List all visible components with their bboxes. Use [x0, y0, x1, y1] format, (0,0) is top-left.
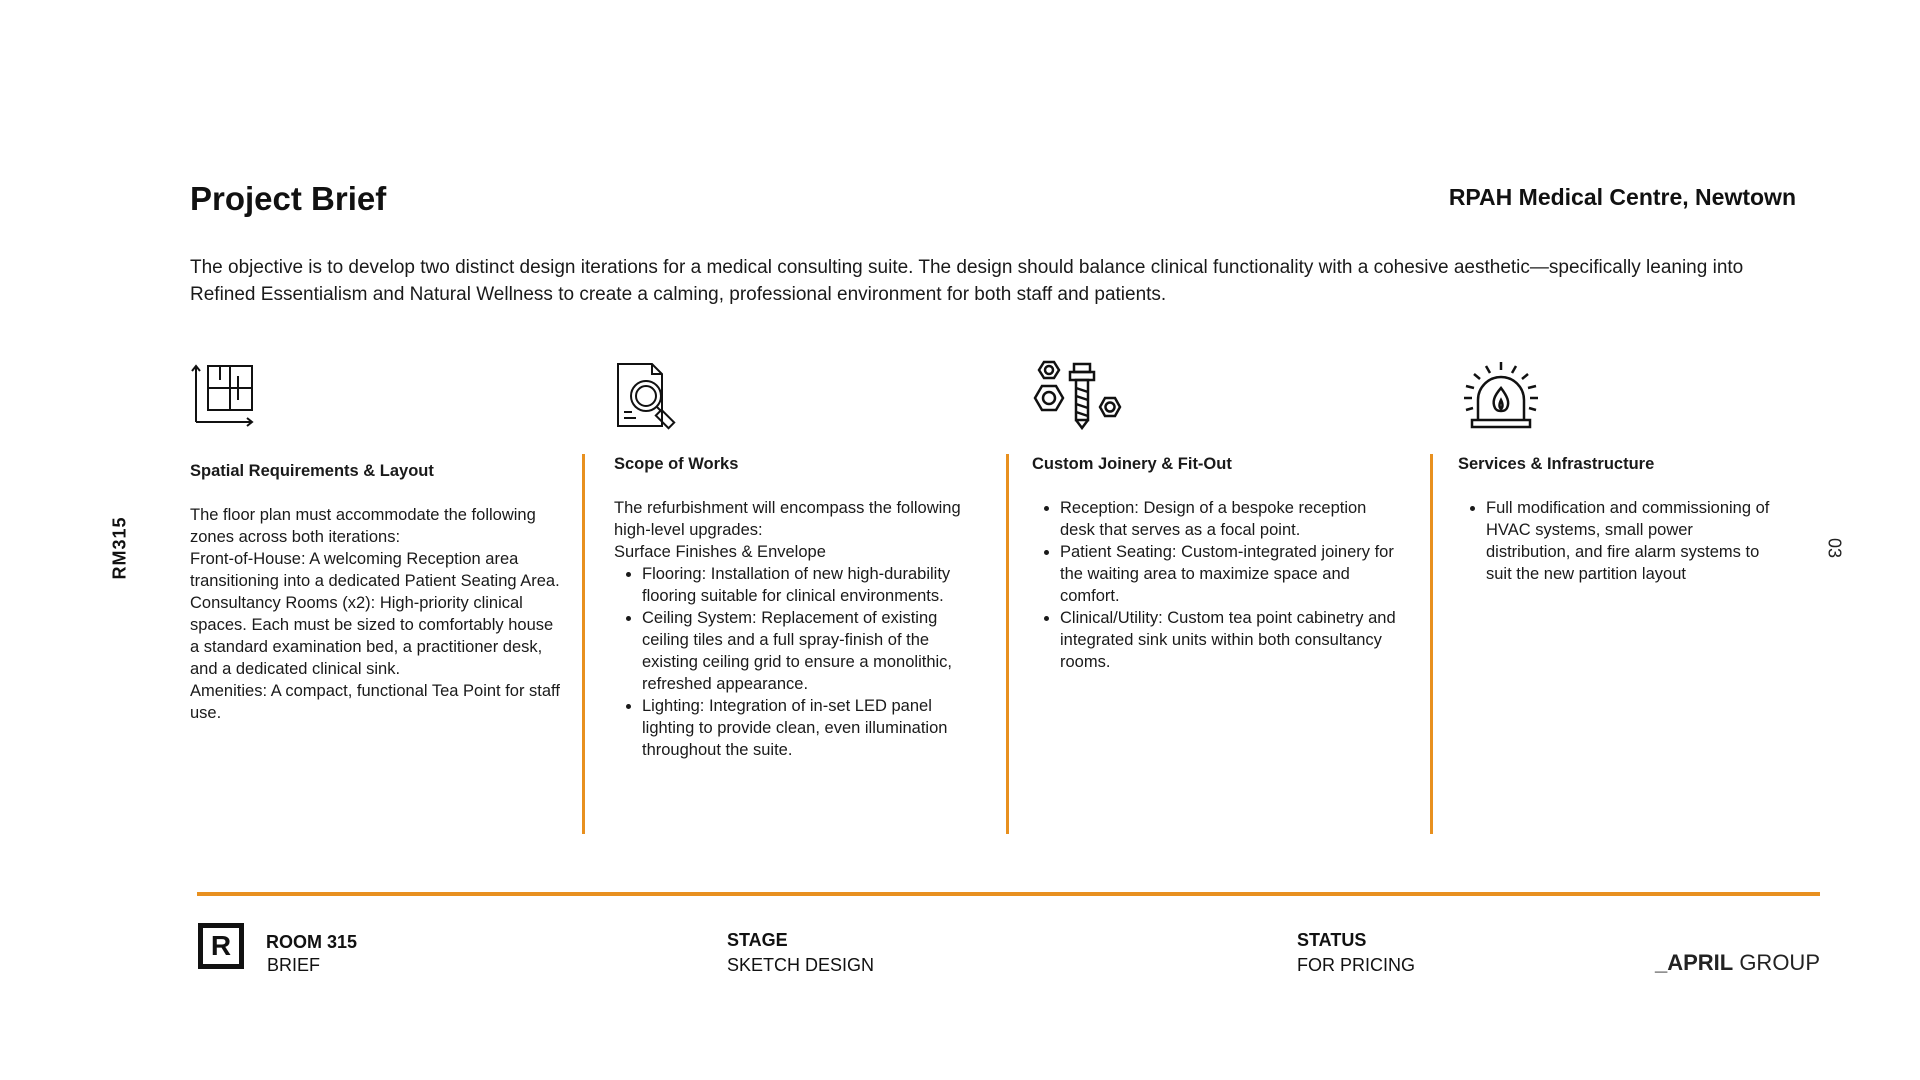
- intro-paragraph: The objective is to develop two distinct design iterations for a medical consulting suite. The design should balance clinical functionality with a cohesive aesthetic—specifically leaning into Refined Essentialism and Natural Wellness to create a calming, professional environment for both staff and patients.: [190, 257, 1744, 305]
- status-value: FOR PRICING: [1297, 955, 1416, 975]
- column-scope-of-works: [614, 453, 984, 761]
- brand-dash: _: [1654, 950, 1668, 975]
- column-text: Amenities: A compact, functional Tea Point for staff use.: [190, 682, 560, 722]
- brand-logo: [1655, 950, 1820, 976]
- bullet-list: [614, 563, 984, 761]
- list-item: • Clinical/Utility: Custom tea point cabinetry and integrated sink units within both consultancy rooms.: [1060, 607, 1404, 673]
- status-label: STATUS: [1297, 930, 1367, 950]
- brand-name-light: GROUP: [1733, 950, 1820, 975]
- side-code: RM315: [109, 516, 130, 580]
- list-item: • Flooring: Installation of new high-durability flooring suitable for clinical environments.: [642, 563, 984, 607]
- column-text: Front-of-House: A welcoming Reception area transitioning into a dedicated Patient Seating Area.: [190, 550, 560, 590]
- column-text: The refurbishment will encompass the following high-level upgrades:: [614, 499, 961, 539]
- column-title: Custom Joinery & Fit-Out: [1032, 455, 1232, 473]
- room-label: ROOM 315: [266, 932, 358, 952]
- column-divider: [1430, 454, 1433, 834]
- project-name: RPAH Medical Centre, Newtown: [1448, 184, 1796, 210]
- document-search-icon: [614, 362, 682, 430]
- footer-rule: [197, 892, 1820, 896]
- nuts-bolts-icon: [1032, 360, 1126, 430]
- page-title: Project Brief: [190, 180, 387, 217]
- logo-letter: R: [210, 930, 232, 961]
- column-title: Services & Infrastructure: [1458, 455, 1655, 473]
- page-number: 03: [1824, 537, 1845, 559]
- brand-name-bold: APRIL: [1667, 950, 1734, 975]
- column-spatial-requirements: [190, 460, 560, 724]
- column-text: Surface Finishes & Envelope: [614, 543, 826, 561]
- list-item: • Reception: Design of a bespoke reception desk that serves as a focal point.: [1060, 497, 1404, 541]
- column-title: Spatial Requirements & Layout: [190, 462, 434, 480]
- list-item: • Patient Seating: Custom-integrated joinery for the waiting area to maximize space and comfort.: [1060, 541, 1404, 607]
- stage-value: SKETCH DESIGN: [727, 955, 875, 975]
- list-item: • Full modification and commissioning of HVAC systems, small power distribution, and fire alarm systems to suit the new partition layout: [1486, 497, 1778, 585]
- column-services-infrastructure: [1458, 453, 1778, 585]
- column-divider: [582, 454, 585, 834]
- fire-alarm-icon: [1456, 360, 1546, 430]
- room-logo: [198, 923, 244, 969]
- list-item: • Lighting: Integration of in-set LED panel lighting to provide clean, even illumination throughout the suite.: [642, 695, 984, 761]
- bullet-list: [1458, 497, 1778, 585]
- room-value: BRIEF: [267, 955, 321, 975]
- column-text: The floor plan must accommodate the following zones across both iterations:: [190, 506, 536, 546]
- column-text: Consultancy Rooms (x2): High-priority clinical spaces. Each must be sized to comfortably house a standard examination bed, a practitioner desk, and a dedicated clinical sink.: [190, 594, 554, 678]
- column-divider: [1006, 454, 1009, 834]
- floor-plan-icon: [190, 362, 256, 428]
- bullet-list: [1032, 497, 1404, 673]
- column-title: Scope of Works: [614, 455, 739, 473]
- stage-label: STAGE: [727, 930, 788, 950]
- list-item: • Ceiling System: Replacement of existing ceiling tiles and a full spray-finish of the existing ceiling grid to ensure a monolithic, refreshed appearance.: [642, 607, 984, 695]
- column-custom-joinery: [1032, 453, 1404, 673]
